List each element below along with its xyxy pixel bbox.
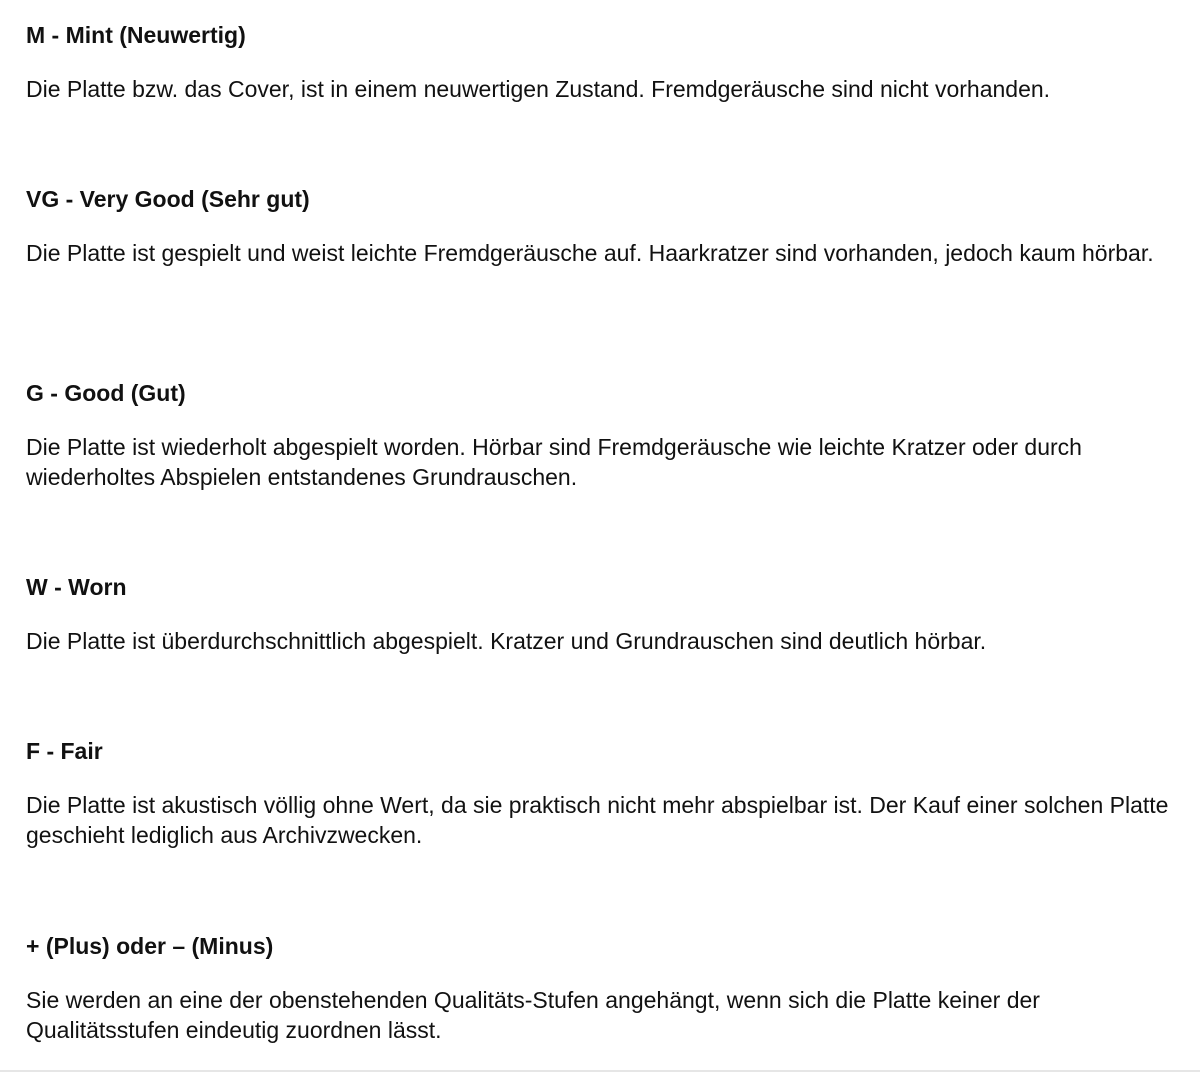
grade-section-plus-minus — [26, 931, 1176, 1045]
grade-description: Die Platte ist wiederholt abgespielt worden. Hörbar sind Fremdgeräusche wie leichte Kratzer oder durch wiederholtes Abspielen entstandenes Grundrauschen. — [26, 434, 1082, 490]
grade-heading: W - Worn — [26, 574, 127, 600]
grade-description: Die Platte ist gespielt und weist leichte Fremdgeräusche auf. Haarkratzer sind vorhanden, jedoch kaum hörbar. — [26, 240, 1154, 266]
grade-section-mint — [26, 20, 1176, 104]
grade-description: Die Platte ist überdurchschnittlich abgespielt. Kratzer und Grundrauschen sind deutlich hörbar. — [26, 628, 987, 654]
grade-section-very-good — [26, 184, 1176, 268]
grade-heading: M - Mint (Neuwertig) — [26, 22, 246, 48]
grade-heading: VG - Very Good (Sehr gut) — [26, 186, 310, 212]
grade-heading: G - Good (Gut) — [26, 380, 186, 406]
grade-description: Die Platte bzw. das Cover, ist in einem neuwertigen Zustand. Fremdgeräusche sind nicht vorhanden. — [26, 76, 1051, 102]
grade-description: Die Platte ist akustisch völlig ohne Wert, da sie praktisch nicht mehr abspielbar ist. Der Kauf einer solchen Platte geschieht lediglich aus Archivzwecken. — [26, 792, 1169, 848]
grade-heading: + (Plus) oder – (Minus) — [26, 933, 274, 959]
grade-description: Sie werden an eine der obenstehenden Qualitäts-Stufen angehängt, wenn sich die Platte keiner der Qualitätsstufen eindeutig zuordnen lässt. — [26, 987, 1040, 1043]
grade-section-good — [26, 378, 1176, 492]
grade-section-fair — [26, 736, 1176, 850]
grade-section-worn — [26, 572, 1176, 656]
grade-heading: F - Fair — [26, 738, 103, 764]
